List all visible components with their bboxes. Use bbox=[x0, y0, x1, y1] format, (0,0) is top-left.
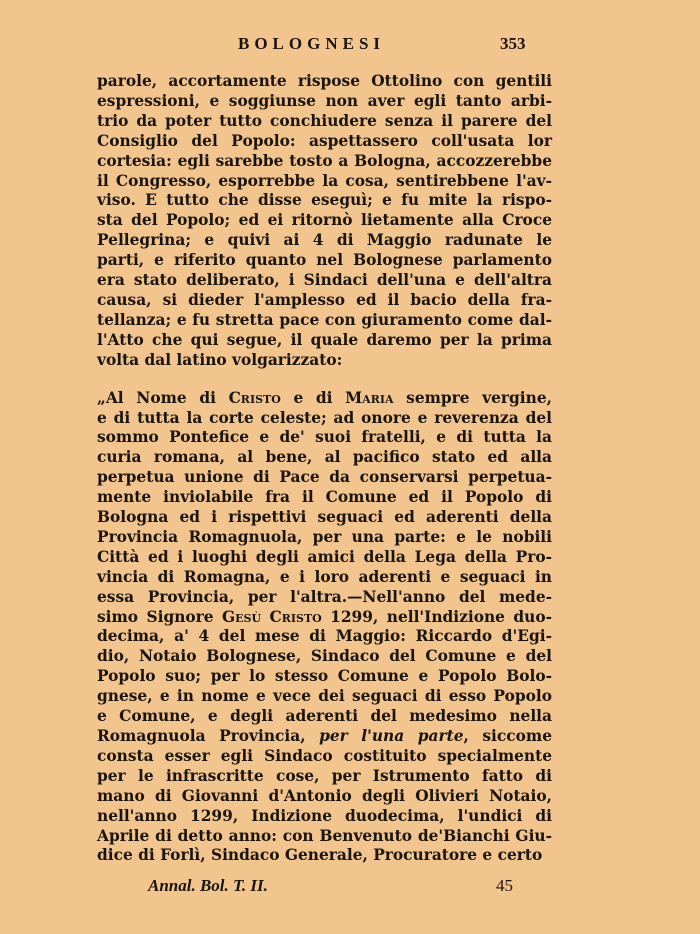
text-line: parole, accortamente rispose Ottolino con gentili bbox=[97, 72, 552, 90]
text-line: espressioni, e soggiunse non aver egli tanto arbi- bbox=[97, 91, 552, 110]
text-run: per l'una parte bbox=[319, 727, 464, 745]
text-line: Aprile di detto anno: con Benvenuto de'Bianchi Giu- bbox=[97, 826, 552, 845]
text-line: vincia di Romagna, e i loro aderenti e seguaci in bbox=[97, 567, 552, 586]
text-line: Popolo suo; per lo stesso Comune e Popolo Bolo- bbox=[97, 667, 552, 686]
text-run: Gesù Cristo bbox=[221, 607, 322, 626]
text-run: 1299, nell'Indizione duo- bbox=[321, 607, 552, 626]
text-line: nell'anno 1299, Indizione duodecima, l'undici di bbox=[97, 806, 552, 825]
text-run: simo Signore bbox=[97, 607, 222, 626]
text-run: e di bbox=[280, 388, 346, 407]
text-line bbox=[97, 727, 552, 747]
text-run: Maria bbox=[345, 388, 394, 407]
page-header bbox=[0, 34, 700, 60]
text-line: essa Provincia, per l'altra.—Nell'anno del mede- bbox=[97, 587, 552, 606]
text-run: , siccome bbox=[463, 727, 552, 745]
page-number: 353 bbox=[500, 34, 526, 53]
text-line: parti, e riferito quanto nel Bolognese parlamento bbox=[97, 251, 552, 270]
text-line bbox=[97, 389, 552, 409]
text-run: Romagnuola Provincia, bbox=[97, 727, 320, 745]
signature-number: 45 bbox=[496, 876, 513, 895]
text-line: curia romana, al bene, al pacifico stato ed alla bbox=[97, 448, 552, 467]
paragraph-1 bbox=[97, 72, 552, 371]
text-line: perpetua unione di Pace da conservarsi perpetua- bbox=[97, 468, 552, 487]
text-line: era stato deliberato, i Sindaci dell'una e dell'altra bbox=[97, 271, 552, 290]
text-line: sta del Popolo; ed ei ritornò lietamente alla Croce bbox=[97, 211, 552, 230]
text-line: gnese, e in nome e vece dei seguaci di esso Popolo bbox=[97, 687, 552, 706]
text-line: e Comune, e degli aderenti del medesimo nella bbox=[97, 707, 552, 726]
text-run: Cristo bbox=[228, 388, 281, 407]
text-line: Bologna ed i rispettivi seguaci ed aderenti della bbox=[97, 508, 552, 527]
text-line: sommo Pontefice e de' suoi fratelli, e di tutta la bbox=[97, 428, 552, 447]
text-line: consta esser egli Sindaco costituito specialmente bbox=[97, 746, 552, 765]
text-line: mente inviolabile fra il Comune ed il Popolo di bbox=[97, 488, 552, 507]
text-line: dice di Forlì, Sindaco Generale, Procuratore e certo bbox=[97, 846, 543, 865]
text-line: Pellegrina; e quivi ai 4 di Maggio radunate le bbox=[97, 231, 552, 250]
paragraph-2-quoted-act bbox=[97, 389, 552, 867]
text-line: Città ed i luoghi degli amici della Lega della Pro- bbox=[97, 547, 552, 566]
signature-mark: Annal. Bol. T. II. bbox=[148, 876, 268, 895]
text-line: per le infrascritte cose, per Istrumento fatto di bbox=[97, 766, 552, 785]
text-line: Provincia Romagnuola, per una parte: e le nobili bbox=[97, 527, 552, 546]
text-line: il Congresso, esporrebbe la cosa, sentirebbene l'av- bbox=[97, 171, 552, 190]
text-line: mano di Giovanni d'Antonio degli Olivieri Notaio, bbox=[97, 786, 552, 805]
text-line: cortesia: egli sarebbe tosto a Bologna, accozzerebbe bbox=[97, 151, 552, 170]
text-body bbox=[97, 72, 552, 866]
text-line: decima, a' 4 del mese di Maggio: Riccardo d'Egi- bbox=[97, 627, 552, 646]
text-run: „Al Nome di bbox=[97, 388, 229, 407]
text-line: l'Atto che qui segue, il quale daremo per la prima bbox=[97, 330, 552, 349]
paragraph-gap bbox=[97, 371, 552, 389]
text-line: viso. E tutto che disse eseguì; e fu mite la rispo- bbox=[97, 191, 552, 210]
text-line: Consiglio del Popolo: aspettassero coll'usata lor bbox=[97, 131, 552, 150]
text-line: causa, si dieder l'amplesso ed il bacio della fra- bbox=[97, 290, 552, 309]
text-line: volta dal latino volgarizzato: bbox=[97, 350, 343, 369]
running-title: BOLOGNESI bbox=[238, 34, 386, 53]
text-line bbox=[97, 608, 552, 628]
text-line: tellanza; e fu stretta pace con giuramento come dal- bbox=[97, 310, 552, 329]
text-line: dio, Notaio Bolognese, Sindaco del Comune e del bbox=[97, 647, 552, 666]
text-line: trio da poter tutto conchiudere senza il parere del bbox=[97, 111, 552, 130]
page-footer bbox=[0, 876, 700, 900]
text-run: sempre vergine, bbox=[393, 388, 552, 407]
text-line: e di tutta la corte celeste; ad onore e reverenza del bbox=[97, 408, 552, 427]
